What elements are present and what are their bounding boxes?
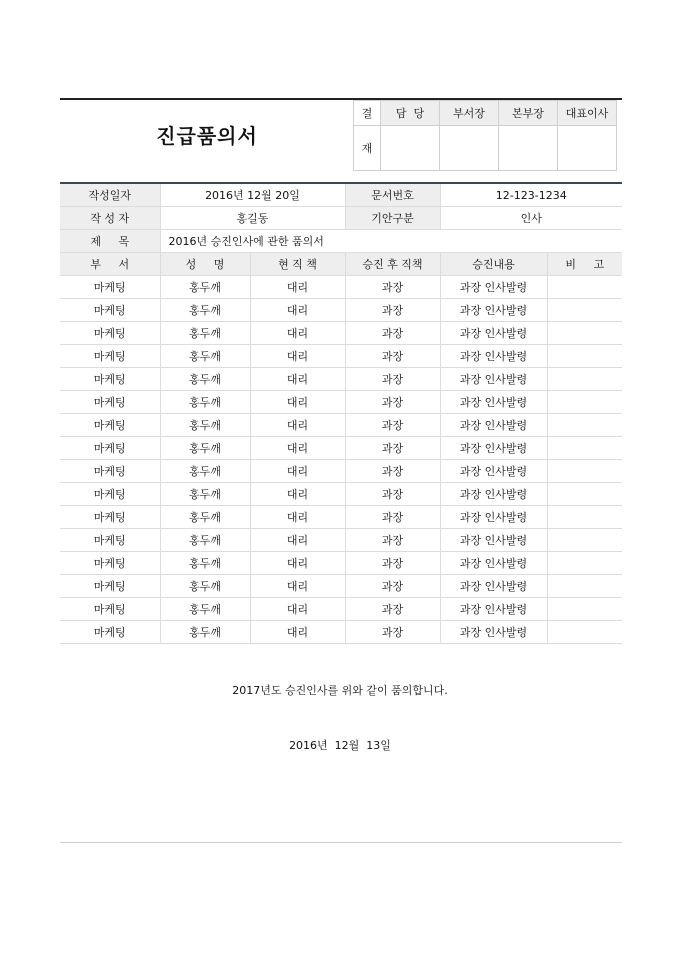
approval-role-dept-head: 부서장 [440,101,499,126]
cell-dept: 마케팅 [60,506,160,529]
table-row [60,598,622,621]
cell-new-position: 과장 [345,276,440,299]
cell-dept: 마케팅 [60,276,160,299]
cell-remarks [547,506,622,529]
cell-name: 홍두깨 [160,506,250,529]
cell-remarks [547,529,622,552]
document-title: 진급품의서 [156,123,258,148]
table-row [60,575,622,598]
cell-name: 홍두깨 [160,621,250,644]
cell-current-position: 대리 [250,483,345,506]
col-header-name: 성 명 [160,253,250,276]
cell-remarks [547,437,622,460]
cell-dept: 마케팅 [60,483,160,506]
table-row [60,437,622,460]
cell-new-position: 과장 [345,598,440,621]
cell-remarks [547,460,622,483]
cell-name: 홍두깨 [160,368,250,391]
cell-dept: 마케팅 [60,621,160,644]
cell-name: 홍두깨 [160,598,250,621]
cell-name: 홍두깨 [160,276,250,299]
col-header-promotion-detail: 승진내용 [440,253,547,276]
table-row [60,414,622,437]
cell-dept: 마케팅 [60,552,160,575]
cell-remarks [547,276,622,299]
cell-promotion-detail: 과장 인사발령 [440,460,547,483]
doc-number-value: 12-123-1234 [440,183,622,207]
cell-new-position: 과장 [345,299,440,322]
cell-promotion-detail: 과장 인사발령 [440,368,547,391]
cell-name: 홍두깨 [160,483,250,506]
cell-current-position: 대리 [250,437,345,460]
table-row [60,345,622,368]
table-row [60,621,622,644]
cell-name: 홍두깨 [160,575,250,598]
bottom-rule [60,842,622,843]
cell-name: 홍두깨 [160,529,250,552]
approval-role-ceo: 대표이사 [558,101,617,126]
cell-promotion-detail: 과장 인사발령 [440,345,547,368]
approval-sign-dept-head[interactable] [440,126,499,171]
cell-promotion-detail: 과장 인사발령 [440,414,547,437]
cell-remarks [547,621,622,644]
approval-role-division-head: 본부장 [499,101,558,126]
draft-type-value: 인사 [440,207,622,230]
cell-remarks [547,575,622,598]
cell-current-position: 대리 [250,276,345,299]
cell-promotion-detail: 과장 인사발령 [440,621,547,644]
cell-new-position: 과장 [345,506,440,529]
cell-promotion-detail: 과장 인사발령 [440,529,547,552]
col-header-current-position: 현 직 책 [250,253,345,276]
cell-name: 홍두깨 [160,391,250,414]
cell-dept: 마케팅 [60,414,160,437]
cell-dept: 마케팅 [60,437,160,460]
approval-side-label-1: 결 [354,101,381,126]
cell-new-position: 과장 [345,575,440,598]
cell-current-position: 대리 [250,299,345,322]
cell-new-position: 과장 [345,483,440,506]
col-header-dept: 부 서 [60,253,160,276]
cell-new-position: 과장 [345,414,440,437]
cell-dept: 마케팅 [60,460,160,483]
cell-current-position: 대리 [250,598,345,621]
cell-current-position: 대리 [250,506,345,529]
cell-promotion-detail: 과장 인사발령 [440,391,547,414]
cell-promotion-detail: 과장 인사발령 [440,299,547,322]
cell-name: 홍두깨 [160,414,250,437]
cell-dept: 마케팅 [60,598,160,621]
cell-remarks [547,299,622,322]
approval-statement: 2017년도 승진인사를 위와 같이 품의합니다. [232,684,448,697]
draft-type-label: 기안구분 [345,207,440,230]
cell-current-position: 대리 [250,414,345,437]
write-date-value: 2016년 12월 20일 [160,183,345,207]
cell-remarks [547,598,622,621]
cell-promotion-detail: 과장 인사발령 [440,437,547,460]
table-row [60,391,622,414]
cell-current-position: 대리 [250,529,345,552]
cell-current-position: 대리 [250,345,345,368]
cell-remarks [547,414,622,437]
table-row [60,322,622,345]
cell-dept: 마케팅 [60,391,160,414]
author-value: 홍길동 [160,207,345,230]
table-header-row [60,253,622,276]
approval-sign-staff[interactable] [381,126,440,171]
approval-sign-division-head[interactable] [499,126,558,171]
cell-current-position: 대리 [250,391,345,414]
col-header-new-position: 승진 후 직책 [345,253,440,276]
author-label: 작 성 자 [60,207,160,230]
subject-label: 제 목 [60,230,160,253]
subject-value: 2016년 승진인사에 관한 품의서 [160,230,622,253]
cell-remarks [547,391,622,414]
cell-remarks [547,483,622,506]
table-row [60,368,622,391]
cell-promotion-detail: 과장 인사발령 [440,506,547,529]
cell-current-position: 대리 [250,621,345,644]
cell-promotion-detail: 과장 인사발령 [440,575,547,598]
approval-sign-ceo[interactable] [558,126,617,171]
cell-dept: 마케팅 [60,368,160,391]
cell-promotion-detail: 과장 인사발령 [440,598,547,621]
cell-dept: 마케팅 [60,299,160,322]
cell-remarks [547,322,622,345]
col-header-remarks: 비 고 [547,253,622,276]
table-row [60,552,622,575]
cell-name: 홍두깨 [160,460,250,483]
write-date-label: 작성일자 [60,183,160,207]
cell-new-position: 과장 [345,345,440,368]
cell-new-position: 과장 [345,322,440,345]
cell-new-position: 과장 [345,368,440,391]
cell-name: 홍두깨 [160,437,250,460]
cell-dept: 마케팅 [60,322,160,345]
cell-dept: 마케팅 [60,529,160,552]
table-row [60,529,622,552]
cell-new-position: 과장 [345,552,440,575]
table-row [60,276,622,299]
cell-name: 홍두깨 [160,322,250,345]
cell-dept: 마케팅 [60,575,160,598]
cell-current-position: 대리 [250,552,345,575]
cell-name: 홍두깨 [160,345,250,368]
approval-role-staff: 담 당 [381,101,440,126]
table-row [60,460,622,483]
approval-side-label-2: 재 [354,126,381,171]
cell-current-position: 대리 [250,460,345,483]
cell-remarks [547,345,622,368]
table-row [60,299,622,322]
cell-new-position: 과장 [345,529,440,552]
table-row [60,506,622,529]
cell-new-position: 과장 [345,460,440,483]
cell-promotion-detail: 과장 인사발령 [440,322,547,345]
cell-name: 홍두깨 [160,552,250,575]
cell-new-position: 과장 [345,437,440,460]
cell-promotion-detail: 과장 인사발령 [440,276,547,299]
promotion-table [60,182,622,644]
table-row [60,483,622,506]
cell-new-position: 과장 [345,621,440,644]
cell-promotion-detail: 과장 인사발령 [440,552,547,575]
cell-current-position: 대리 [250,575,345,598]
cell-new-position: 과장 [345,391,440,414]
approval-box [353,100,617,171]
document-date: 2016년 12월 13일 [289,739,391,752]
cell-current-position: 대리 [250,368,345,391]
cell-dept: 마케팅 [60,345,160,368]
cell-current-position: 대리 [250,322,345,345]
cell-promotion-detail: 과장 인사발령 [440,483,547,506]
doc-number-label: 문서번호 [345,183,440,207]
cell-name: 홍두깨 [160,299,250,322]
cell-remarks [547,368,622,391]
cell-remarks [547,552,622,575]
